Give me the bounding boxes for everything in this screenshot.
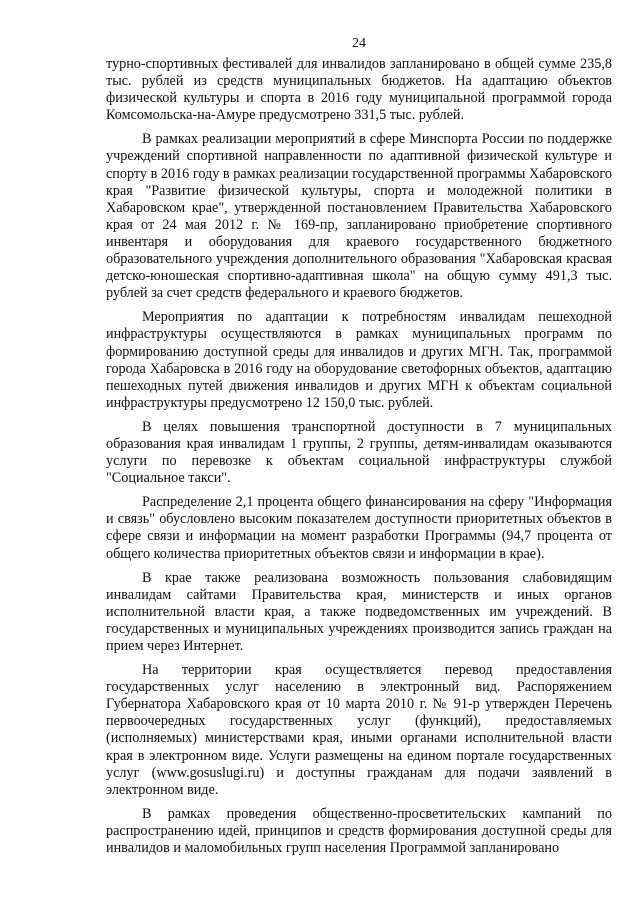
paragraph-electronic-services: На территории края осуществляется перевод предоставления государственных услуг населению в электронный вид. Распоряжением Губернатора Хабаровского края от 10 марта 2010 г. № 91-р утвержден Перечень первоочередных государственных услуг (функций), предоставляемых (исполняемых) министерствами края, иными органами исполнительной власти края в электронном виде. Услуги размещены на едином портале государственных услуг (www.gosuslugi.ru) и доступны гражданам для подачи заявлений в электронном виде. [106,662,612,798]
document-page [106,36,612,864]
paragraph-social-taxi: В целях повышения транспортной доступности в 7 муниципальных образования края инвалидам 1 группы, 2 группы, детям-инвалидам оказываются услуги по перевозке к объектам социальной инфраструктуры службой "Социальное такси". [106,418,612,487]
paragraph-pedestrian-infrastructure: Мероприятия по адаптации к потребностям инвалидам пешеходной инфраструктуры осуществляются в рамках муниципальных программ по формированию доступной среды для инвалидов и других МГН. Так, программой города Хабаровска в 2016 году на оборудование светофорных объектов, адаптацию пешеходных путей движения инвалидов и других МГН к объектам социальной инфраструктуры предусмотрено 12 150,0 тыс. рублей. [106,309,612,411]
paragraph-minsport-support: В рамках реализации мероприятий в сфере Минспорта России по поддержке учреждений спортивной направленности по адаптивной физической культуре и спорту в 2016 году в рамках реализации государственной программы Хабаровского края "Развитие физической культуры, спорта и молодежной политики в Хабаровском крае", утвержденной постановлением Правительства Хабаровского края от 24 мая 2012 г. № 169-пр, запланировано приобретение спортивного инвентаря и оборудования для краевого государственного бюджетного образовательного учреждения дополнительного образования "Хабаровская красвая детско-юношеская спортивно-адаптивная школа" на общую сумму 491,3 тыс. рублей за счет средств федерального и краевого бюджетов. [106,131,612,302]
paragraph-sport-festivals: турно-спортивных фестивалей для инвалидов запланировано в общей сумме 235,8 тыс. рублей из средств муниципальных бюджетов. На адаптацию объектов физической культуры и спорта в 2016 году муниципальной программой города Комсомольска-на-Амуре предусмотрено 331,5 тыс. рублей. [106,56,612,124]
paragraph-websites-accessibility: В крае также реализована возможность пользования слабовидящим инвалидам сайтами Правительства края, министерств и иных органов исполнительной власти края, а также подведомственных им учреждений. В государственных и муниципальных учреждениях производится запись граждан на прием через Интернет. [106,569,612,654]
paragraph-awareness-campaigns: В рамках проведения общественно-просветительских кампаний по распространению идей, принципов и средств формирования доступной среды для инвалидов и маломобильных групп населения Программой запланировано [106,805,612,857]
paragraph-information-communication: Распределение 2,1 процента общего финансирования на сферу "Информация и связь" обусловлено высоким показателем доступности приоритетных объектов в сфере связи и информации на момент разработки Программы (94,7 процента от общего количества приоритетных объектов связи и информации в крае). [106,494,612,562]
page-number: 24 [352,36,366,51]
